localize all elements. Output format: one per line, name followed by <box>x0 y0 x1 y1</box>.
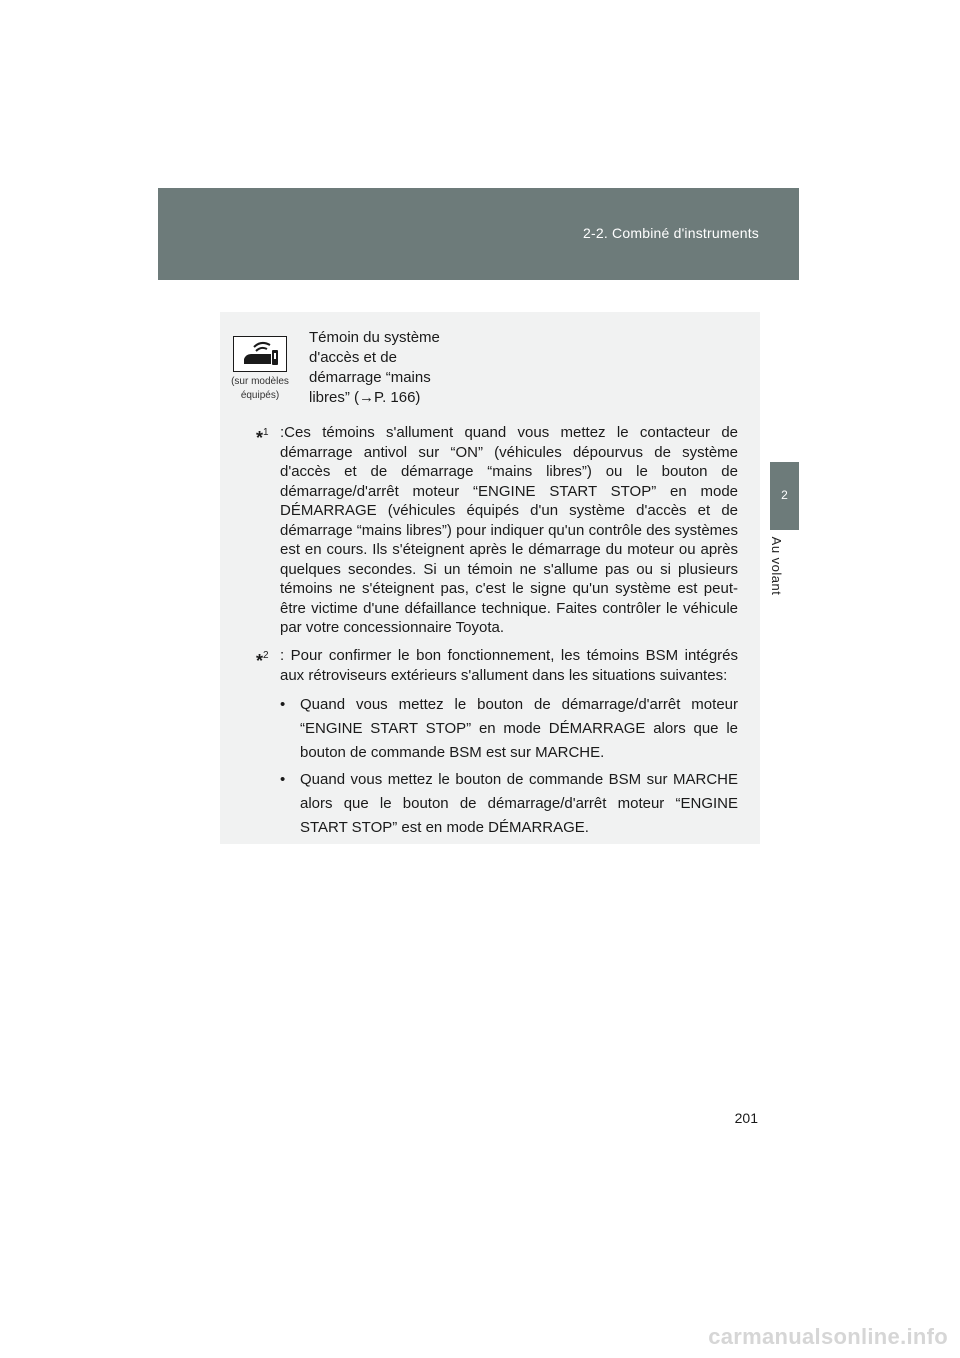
footnote-1 <box>256 423 738 638</box>
footnote-1-star: * <box>256 428 264 448</box>
chapter-tab <box>770 462 799 530</box>
footnote-2-bullet-list <box>280 693 738 840</box>
footnote-2 <box>256 646 738 843</box>
footnote-1-marker <box>256 423 269 449</box>
footnote-2-star: * <box>256 651 264 671</box>
footnote-2-sup: 2 <box>263 650 269 661</box>
footnote-2-marker <box>256 646 269 672</box>
footnote-1-text: :Ces témoins s'allument quand vous mettez le contacteur de démarrage antivol sur “ON” (véhicules dépourvus de système d'accès et de démarrage “mains libres”) ou le bouton de démarrage/d'arrêt moteur “ENGINE START STOP” en mode DÉMARRAGE (véhicules équipés d'un système d'accès et de démarrage “mains libres”) pour indiquer qu'un contrôle des systèmes est en cours. Ils s'éteignent après le démarrage du moteur ou après quelques secondes. Si un témoin ne s'allume pas ou si plusieurs témoins ne s'éteignent pas, c'est le signe qu'un système est peut-être victime d'une défaillance technique. Faites contrôler le véhicule par votre concessionnaire Toyota. <box>280 424 738 636</box>
section-title: 2-2. Combiné d'instruments <box>583 225 759 241</box>
smart-key-indicator-icon <box>233 336 287 372</box>
footnote-2-text: : Pour confirmer le bon fonctionnement, les témoins BSM intégrés aux rétroviseurs extérieurs s'allument dans les situations suivantes: <box>280 647 738 684</box>
list-item-text: Quand vous mettez le bouton de commande BSM sur MARCHE alors que le bouton de démarrage/d'arrêt moteur “ENGINE START STOP” est en mode DÉMARRAGE. <box>300 771 738 836</box>
smart-key-indicator-icon-graphic <box>234 337 286 371</box>
info-box <box>220 312 760 844</box>
list-item <box>280 693 738 765</box>
list-item <box>280 768 738 840</box>
icon-caption-line1: (sur modèles <box>231 376 289 387</box>
section-header-band <box>158 188 799 280</box>
chapter-number: 2 <box>781 488 788 502</box>
watermark: carmanualsonline.info <box>708 1324 948 1349</box>
bullet-dot: • <box>280 771 286 788</box>
icon-caption <box>220 375 300 403</box>
footnote-1-sup: 1 <box>263 427 269 438</box>
indicator-description: Témoin du système d'accès et de démarrage “mains libres” (→P. 166) <box>309 329 440 406</box>
list-item-text: Quand vous mettez le bouton de démarrage/d'arrêt moteur “ENGINE START STOP” en mode DÉMARRAGE alors que le bouton de commande BSM est sur MARCHE. <box>300 696 738 761</box>
page-number: 201 <box>734 1110 758 1126</box>
icon-caption-line2: équipés) <box>240 390 280 401</box>
bullet-dot: • <box>280 696 286 713</box>
chapter-label: Au volant <box>769 536 784 596</box>
